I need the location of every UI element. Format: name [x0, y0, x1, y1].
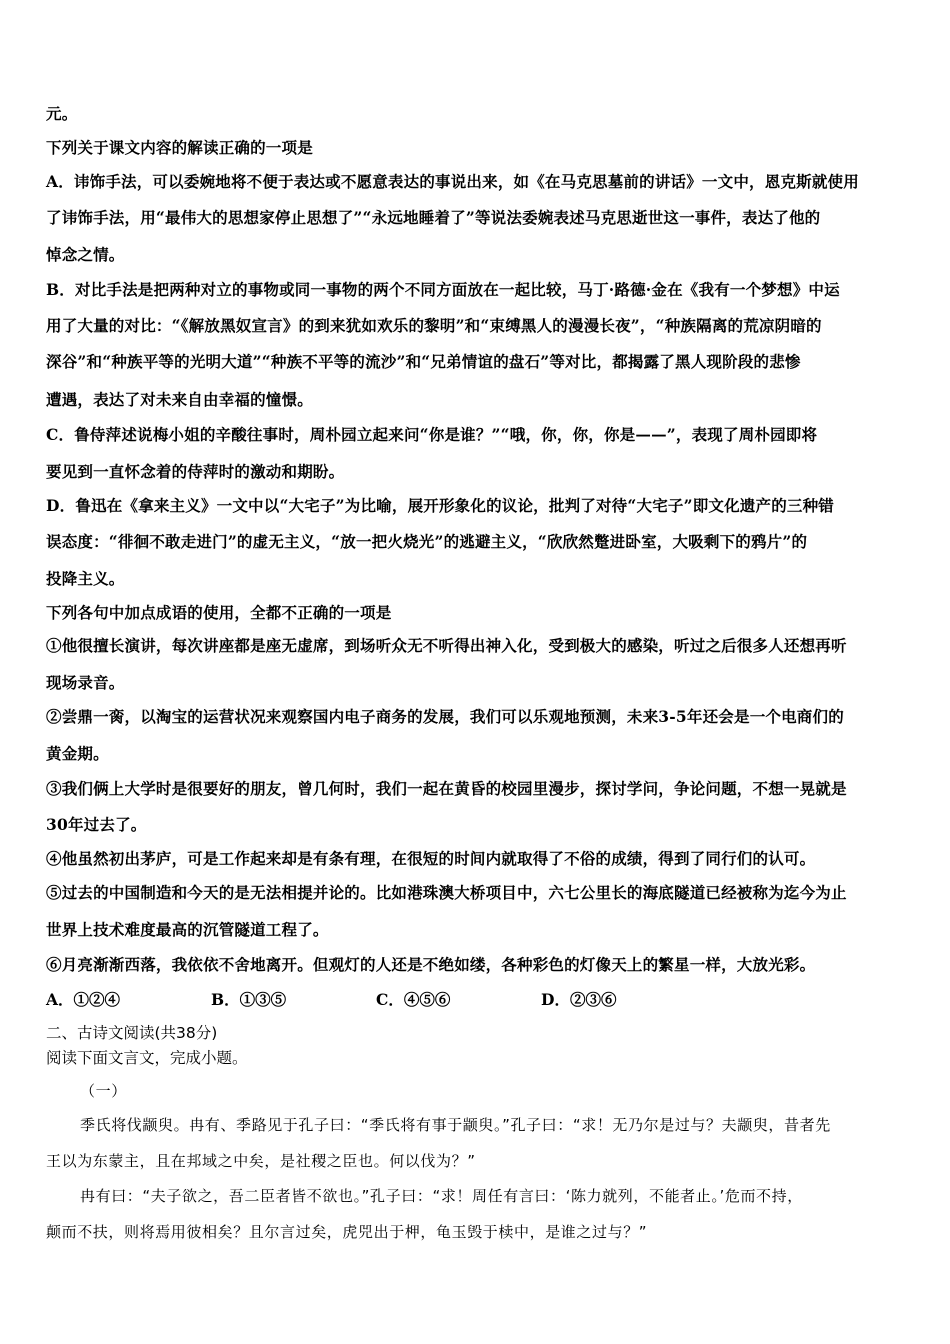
part-label: （一）	[80, 1082, 127, 1100]
sentence-5-line: 世界上技术难度最高的沉管隧道工程了。	[46, 920, 329, 939]
answer-option-b: B．①③⑤	[211, 990, 287, 1009]
sentence-3-line: ③我们俩上大学时是很要好的朋友，曾几何时，我们一起在黄昏的校园里漫步，探讨学问，争论问题，不想一晃就是	[46, 779, 847, 798]
option-d-line: D．鲁迅在《拿来主义》一文中以“大宅子”为比喻，展开形象化的议论，批判了对待“大宅子”即文化遗产的三种错	[46, 496, 835, 515]
option-a-line: 悼念之情。	[46, 245, 125, 264]
answer-option-d: D．②③⑥	[541, 990, 617, 1009]
option-b-line: 遭遇，表达了对未来自由幸福的憧憬。	[46, 390, 313, 409]
option-c-line: C．鲁侍萍述说梅小姐的辛酸往事时，周朴园立起来问“你是谁？”“哦，你，你，你是——”，表现了周朴园即将	[46, 425, 818, 444]
option-b-line: B．对比手法是把两种对立的事物或同一事物的两个不同方面放在一起比较，马丁·路德·金在《我有一个梦想》中运	[46, 280, 840, 299]
sentence-2-line: 黄金期。	[46, 744, 109, 763]
answer-option-c: C．④⑤⑥	[376, 990, 451, 1009]
sentence-5-line: ⑤过去的中国制造和今天的是无法相提并论的。比如港珠澳大桥项目中，六七公里长的海底隧道已经被称为迄今为止	[46, 883, 847, 902]
option-a-line: 了讳饰手法，用“最伟大的思想家停止思想了”“永远地睡着了”等说法委婉表述马克思逝世这一事件，表达了他的	[46, 208, 821, 227]
classical-paragraph-line: 季氏将伐颛臾。冉有、季路见于孔子曰：“季氏将有事于颛臾。”孔子曰：“求！无乃尔是过与？夫颛臾，昔者先	[80, 1116, 831, 1134]
question-stem-1: 下列关于课文内容的解读正确的一项是	[46, 138, 313, 157]
section-instruction: 阅读下面文言文，完成小题。	[46, 1049, 248, 1067]
sentence-1-line: ①他很擅长演讲，每次讲座都是座无虚席，到场听众无不听得出神入化，受到极大的感染，听过之后很多人还想再听	[46, 636, 847, 655]
sentence-4-line: ④他虽然初出茅庐，可是工作起来却是有条有理，在很短的时间内就取得了不俗的成绩，得到了同行们的认可。	[46, 849, 816, 868]
classical-paragraph-line: 王以为东蒙主，且在邦域之中矣，是社稷之臣也。何以伐为？”	[46, 1152, 476, 1170]
sentence-2-line: ②尝鼎一脔，以淘宝的运营状况来观察国内电子商务的发展，我们可以乐观地预测，未来3-5年还会是一个电商们的	[46, 707, 844, 726]
classical-paragraph-line: 冉有曰：“夫子欲之，吾二臣者皆不欲也。”孔子曰：“求！周任有言曰：‘陈力就列，不能者止。’危而不持，	[80, 1187, 803, 1205]
option-b-line: 深谷”和“种族平等的光明大道”“种族不平等的流沙”和“兄弟情谊的盘石”等对比，都揭露了黑人现阶段的悲惨	[46, 352, 801, 371]
sentence-3-line: 30年过去了。	[46, 815, 147, 834]
option-a-line: A．讳饰手法，可以委婉地将不便于表达或不愿意表达的事说出来，如《在马克思墓前的讲话》一文中，恩克斯就使用	[46, 172, 859, 191]
option-b-line: 用了大量的对比：“《解放黑奴宣言》的到来犹如欢乐的黎明”和“束缚黑人的漫漫长夜”，“种族隔离的荒凉阴暗的	[46, 316, 822, 335]
answer-option-a: A．①②④	[46, 990, 121, 1009]
option-c-line: 要见到一直怀念着的侍萍时的激动和期盼。	[46, 462, 345, 481]
sentence-1-line: 现场录音。	[46, 673, 125, 692]
classical-paragraph-line: 颠而不扶，则将焉用彼相矣？且尔言过矣，虎兕出于柙，龟玉毁于椟中，是谁之过与？”	[46, 1223, 648, 1241]
sentence-6-line: ⑥月亮渐渐西落，我依依不舍地离开。但观灯的人还是不绝如缕，各种彩色的灯像天上的繁星一样，大放光彩。	[46, 955, 816, 974]
section-heading: 二、古诗文阅读(共38分)	[46, 1024, 218, 1042]
option-d-line: 投降主义。	[46, 569, 125, 588]
question-stem-2: 下列各句中加点成语的使用，全都不正确的一项是	[46, 603, 392, 622]
continuation-text: 元。	[46, 104, 78, 123]
option-d-line: 误态度：“徘徊不敢走进门”的虚无主义，“放一把火烧光”的逃避主义，“欣欣然蹩进卧室，大吸剩下的鸦片”的	[46, 532, 808, 551]
